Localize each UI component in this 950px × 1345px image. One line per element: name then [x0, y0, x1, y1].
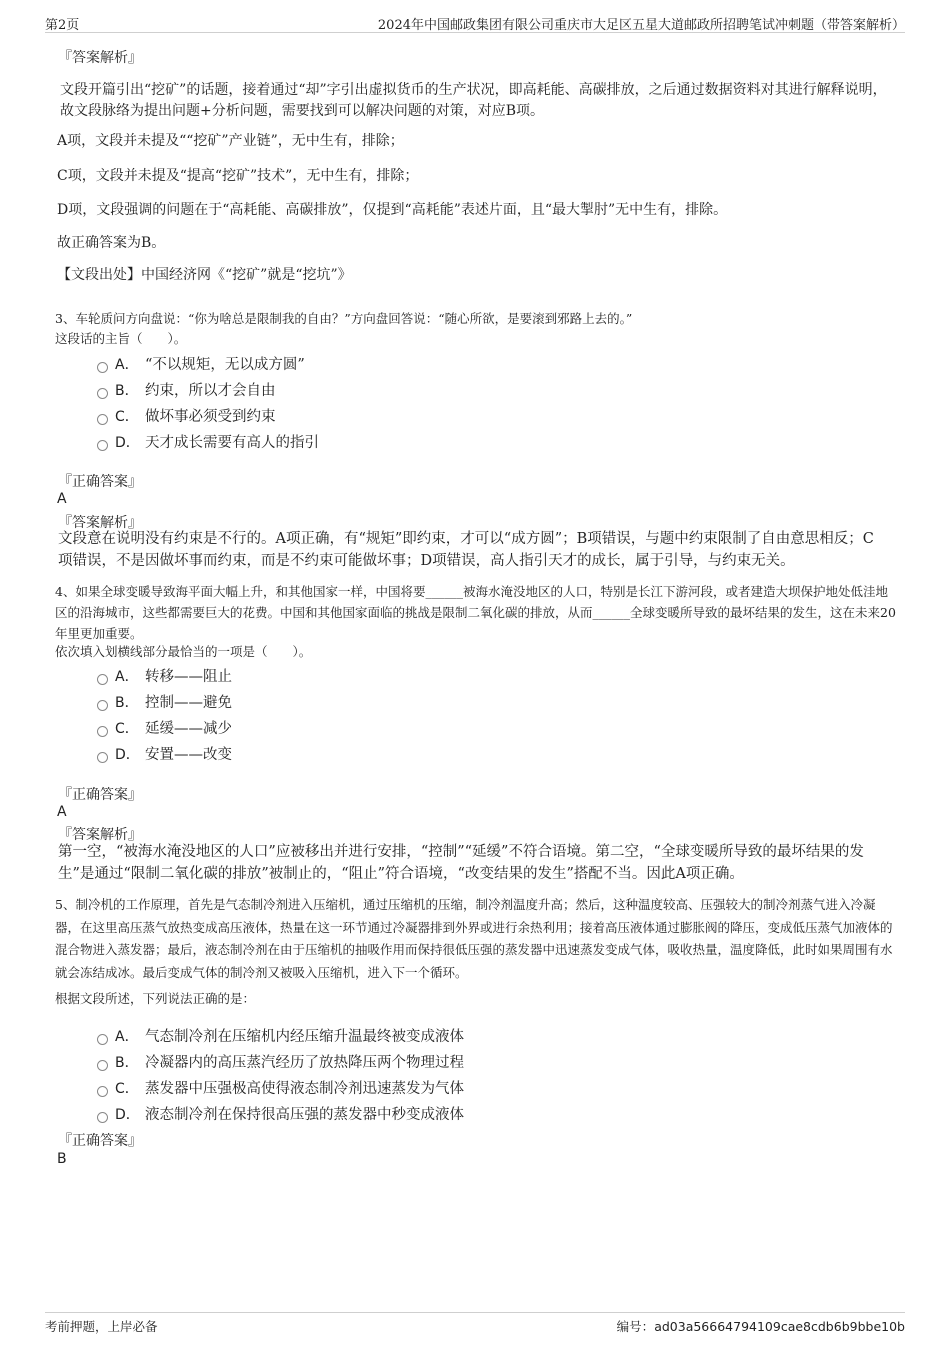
radio-icon[interactable]: [97, 1060, 108, 1071]
q5-stem: 5、制冷机的工作原理，首先是气态制冷剂进入压缩机，通过压缩机的压缩，制冷剂温度升高；然后，这种温度较高、压强较大的制冷剂蒸气进入冷凝器，在这里高压蒸气放热变成高压液体，热量在这一环节通过冷凝器排到外界或进行余热利用；接着高压液体通过膨胀阀的降压，变成低压蒸气加液体的混合物进入蒸发器；最后，液态制冷剂在由于压缩机的抽吸作用而保持很低压强的蒸发器中迅速蒸发变成气体，吸收热量，温度降低，此时如果周围有水就会冻结成冰。最后变成气体的制冷剂又被吸入压缩机，进入下一个循环。: [55, 897, 893, 980]
q4-analysis-text: 第一空，“被海水淹没地区的人口”应被移出并进行安排，“控制”“延缓”不符合语境。第二空，“全球变暖所导致的最坏结果的发生”是通过“限制二氧化碳的排放”被制止的，“阻止”符合语境，“改变结果的发生”搭配不当。因此A项正确。: [58, 844, 864, 882]
q3-option-c[interactable]: C． 做坏事必须受到约束: [97, 405, 276, 425]
q4-stem: 4、如果全球变暖导致海平面大幅上升，和其他国家一样，中国将要______被海水淹没地区的人口，特别是长江下游河段，或者建造大坝保护地处低洼地区的沿海城市，这些都需要巨大的花费。中国和其他国家面临的挑战是限制二氧化碳的排放，从而______全球变暖所导致的最坏结果的发生，这在未来20年里更加重要。: [55, 584, 896, 641]
q2-source: 【文段出处】中国经济网《“挖矿”就是“挖坑”》: [57, 267, 352, 283]
q2-conclusion: 故正确答案为B。: [57, 235, 166, 251]
q3-answer: A: [57, 491, 67, 507]
radio-icon[interactable]: [97, 1112, 108, 1123]
q4-answer: A: [57, 804, 67, 820]
q2-option-d-analysis: D项，文段强调的问题在于“高耗能、高碳排放”，仅提到“高耗能”表述片面，且“最大掣肘”无中生有，排除。: [57, 202, 728, 218]
q5-option-d[interactable]: D． 液态制冷剂在保持很高压强的蒸发器中秒变成液体: [97, 1103, 464, 1123]
q3-option-d[interactable]: D． 天才成长需要有高人的指引: [97, 431, 319, 451]
q3-option-b[interactable]: B． 约束，所以才会自由: [97, 379, 276, 399]
q5-answer-label: 『正确答案』: [58, 1133, 142, 1149]
q5-option-c[interactable]: C． 蒸发器中压强极高使得液态制冷剂迅速蒸发为气体: [97, 1077, 464, 1097]
radio-icon[interactable]: [97, 440, 108, 451]
radio-icon[interactable]: [97, 674, 108, 685]
q4-question: 依次填入划横线部分最恰当的一项是（ ）。: [55, 644, 312, 659]
q3-analysis-text: 文段意在说明没有约束是不行的。A项正确，有“规矩”即约束，才可以“成方圆”；B项错误，与题中约束限制了自由意思相反；C项错误，不是因做坏事而约束，而是不约束可能做坏事；D项错误，高人指引天才的成长，属于引导，与约束无关。: [58, 531, 874, 569]
radio-icon[interactable]: [97, 362, 108, 373]
radio-icon[interactable]: [97, 1034, 108, 1045]
q5-answer: B: [57, 1151, 67, 1167]
radio-icon[interactable]: [97, 1086, 108, 1097]
radio-icon[interactable]: [97, 752, 108, 763]
q3-option-a[interactable]: A． “不以规矩，无以成方圆”: [97, 353, 305, 373]
radio-icon[interactable]: [97, 700, 108, 711]
footer-slogan: 考前押题，上岸必备: [45, 1319, 158, 1334]
q3-question: 这段话的主旨（ ）。: [55, 331, 187, 346]
q2-option-a-analysis: A项，文段并未提及““挖矿”产业链”，无中生有，排除；: [57, 133, 404, 149]
q5-option-b[interactable]: B． 冷凝器内的高压蒸汽经历了放热降压两个物理过程: [97, 1051, 464, 1071]
q3-answer-label: 『正确答案』: [58, 474, 142, 490]
q4-answer-label: 『正确答案』: [58, 787, 142, 803]
radio-icon[interactable]: [97, 388, 108, 399]
page-footer: [45, 1312, 905, 1335]
q4-option-a[interactable]: A． 转移——阻止: [97, 665, 232, 685]
q5-question: 根据文段所述，下列说法正确的是：: [55, 991, 256, 1006]
footer-code: 编号：ad03a56664794109cae8cdb6b9bbe10b: [616, 1319, 905, 1334]
document-title: 2024年中国邮政集团有限公司重庆市大足区五星大道邮政所招聘笔试冲刺题（带答案解析）: [377, 18, 905, 33]
radio-icon[interactable]: [97, 414, 108, 425]
q3-stem: 3、车轮质问方向盘说：“你为啥总是限制我的自由？”方向盘回答说：“随心所欲，是要滚到邪路上去的。”: [55, 311, 633, 326]
q5-option-a[interactable]: A． 气态制冷剂在压缩机内经压缩升温最终被变成液体: [97, 1025, 464, 1045]
q2-analysis-label: 『答案解析』: [58, 50, 142, 66]
q4-option-c[interactable]: C． 延缓——减少: [97, 717, 232, 737]
q2-analysis-text: 文段开篇引出“挖矿”的话题，接着通过“却”字引出虚拟货币的生产状况，即高耗能、高碳排放，之后通过数据资料对其进行解释说明，故文段脉络为提出问题+分析问题，需要找到可以解决问题的对策，对应B项。: [60, 82, 887, 119]
q3-analysis-label: 『答案解析』: [58, 515, 142, 531]
q4-analysis-label: 『答案解析』: [58, 827, 142, 843]
page-header: [45, 12, 905, 33]
radio-icon[interactable]: [97, 726, 108, 737]
q2-option-c-analysis: C项，文段并未提及“提高“挖矿”技术”，无中生有，排除；: [57, 168, 419, 184]
page-number: 第2页: [45, 18, 80, 33]
q4-option-d[interactable]: D． 安置——改变: [97, 743, 232, 763]
q4-option-b[interactable]: B． 控制——避免: [97, 691, 232, 711]
